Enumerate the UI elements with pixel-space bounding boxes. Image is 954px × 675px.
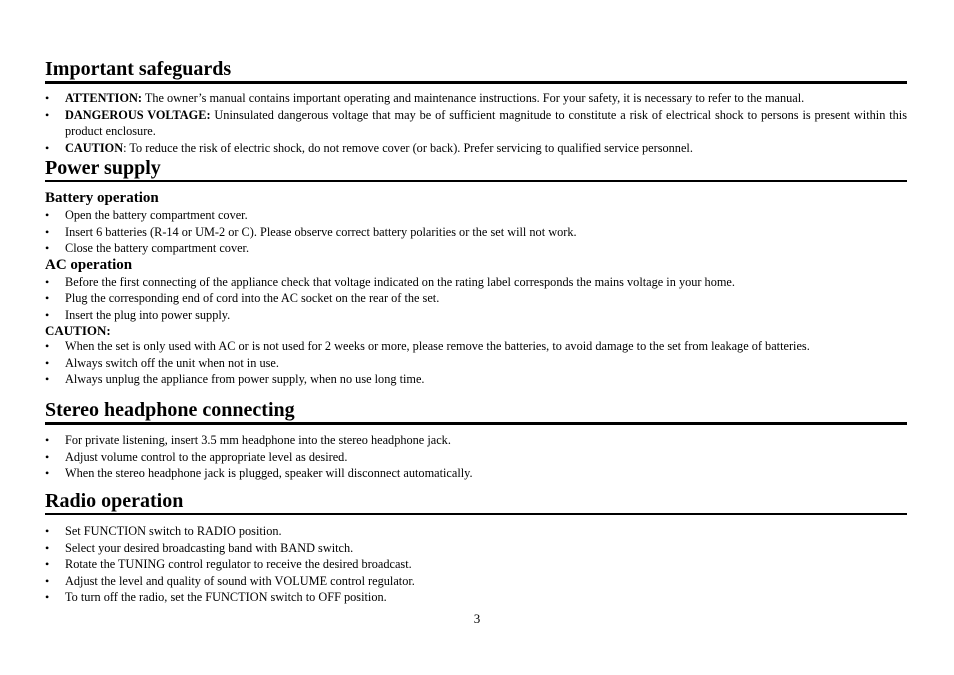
list-item: • Plug the corresponding end of cord into the AC socket on the rear of the set. <box>45 290 907 307</box>
list-item: • For private listening, insert 3.5 mm headphone into the stereo headphone jack. <box>45 432 907 449</box>
safeguards-list <box>45 90 907 156</box>
caution-label: CAUTION: <box>45 323 111 338</box>
list-item: • Set FUNCTION switch to RADIO position. <box>45 523 907 540</box>
list-item: • Adjust volume control to the appropriate level as desired. <box>45 449 907 466</box>
section-headphone <box>45 399 907 482</box>
list-item: • Insert the plug into power supply. <box>45 307 907 324</box>
list-item <box>45 140 907 157</box>
headphone-list <box>45 432 907 482</box>
item-text: : To reduce the risk of electric shock, do not remove cover (or back). Prefer servicing to qualified service personnel. <box>123 140 693 155</box>
caution-list <box>45 338 907 388</box>
list-item: • Adjust the level and quality of sound with VOLUME control regulator. <box>45 573 907 590</box>
item-label: CAUTION <box>65 140 124 155</box>
radio-list <box>45 523 907 606</box>
list-item: • Before the first connecting of the appliance check that voltage indicated on the rating label corresponds the mains voltage in your home. <box>45 274 907 291</box>
item-text: Uninsulated dangerous voltage that may be of sufficient magnitude to constitute a risk of electrical shock to persons is present within this product enclosure. <box>65 107 907 138</box>
battery-list <box>45 207 907 257</box>
section-power-supply <box>45 157 907 388</box>
list-item: • When the stereo headphone jack is plugged, speaker will disconnect automatically. <box>45 465 907 482</box>
section-title: Important safeguards <box>45 58 907 84</box>
list-item: • Always switch off the unit when not in use. <box>45 355 907 372</box>
page-number: 3 <box>473 611 481 626</box>
section-important-safeguards <box>45 58 907 156</box>
list-item: • Close the battery compartment cover. <box>45 240 907 257</box>
section-title: Radio operation <box>45 490 907 515</box>
list-item: • Select your desired broadcasting band with BAND switch. <box>45 540 907 557</box>
list-item: • Rotate the TUNING control regulator to receive the desired broadcast. <box>45 556 907 573</box>
item-label: ATTENTION: <box>65 91 142 105</box>
ac-list <box>45 274 907 324</box>
item-text: The owner’s manual contains important operating and maintenance instructions. For your safety, it is necessary to refer to the manual. <box>141 91 805 105</box>
item-label: DANGEROUS VOLTAGE: <box>65 107 211 122</box>
list-item <box>45 90 907 107</box>
section-title: Power supply <box>45 157 907 182</box>
list-item: • Insert 6 batteries (R-14 or UM-2 or C). Please observe correct battery polarities or the set will not work. <box>45 224 907 241</box>
section-radio <box>45 490 907 606</box>
section-title: Stereo headphone connecting <box>45 399 907 425</box>
list-item: • Always unplug the appliance from power supply, when no use long time. <box>45 371 907 388</box>
list-item: • To turn off the radio, set the FUNCTION switch to OFF position. <box>45 589 907 606</box>
subsection-title: Battery operation <box>45 190 159 206</box>
list-item <box>45 107 907 140</box>
list-item: • When the set is only used with AC or is not used for 2 weeks or more, please remove the batteries, to avoid damage to the set from leakage of batteries. <box>45 338 907 355</box>
list-item: • Open the battery compartment cover. <box>45 207 907 224</box>
subsection-title: AC operation <box>45 256 133 273</box>
